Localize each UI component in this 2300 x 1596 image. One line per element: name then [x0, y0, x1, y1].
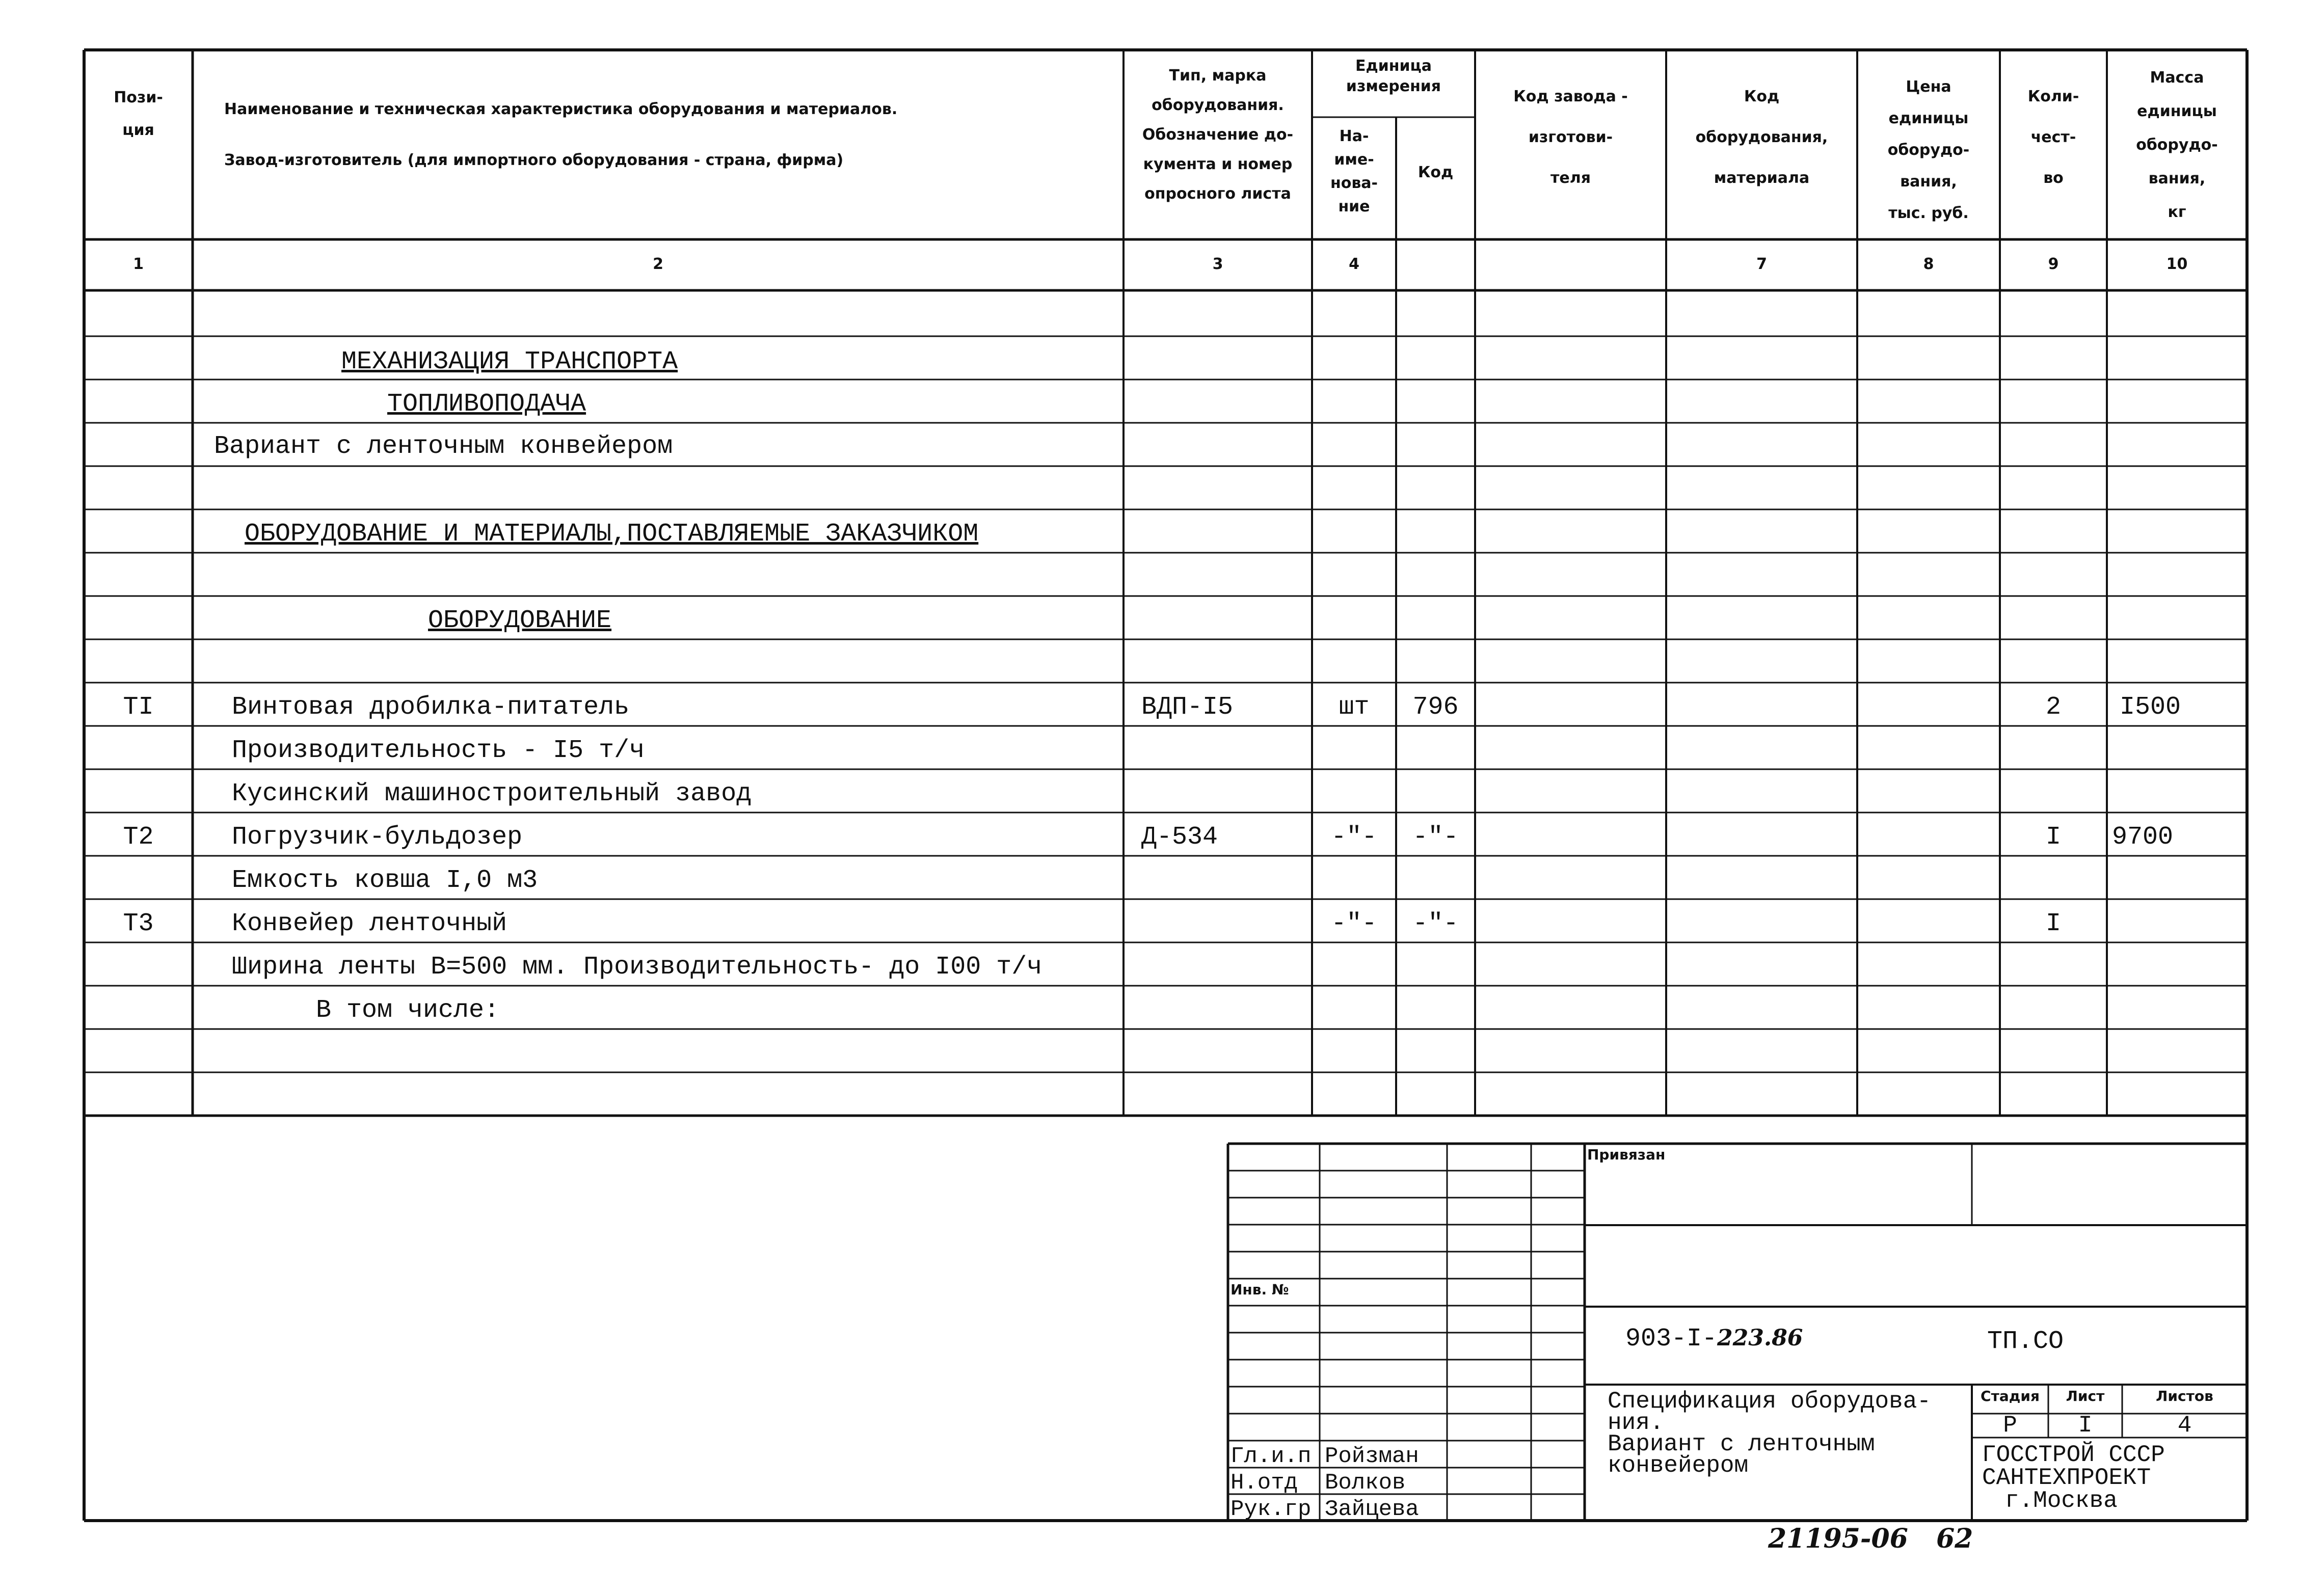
stamp-role: Гл.и.п	[1231, 1444, 1312, 1469]
item-name: Винтовая дробилка-питатель	[232, 693, 630, 722]
header-position: Пози- ция	[114, 89, 163, 139]
col-number: 4	[1349, 255, 1359, 273]
header-type: Тип, марка оборудования. Обозначение до- кумента и номер опросного листа	[1142, 67, 1294, 203]
stamp-inv-label: Инв. №	[1231, 1281, 1289, 1298]
supplied-title: ОБОРУДОВАНИЕ И МАТЕРИАЛЫ,ПОСТАВЛЯЕМЫЕ ЗАКАЗЧИКОМ	[245, 520, 979, 549]
stamp-person: Зайцева	[1325, 1497, 1419, 1522]
header-quantity: Коли- чест- во	[2027, 88, 2079, 187]
item-name: Погрузчик-бульдозер	[232, 823, 523, 852]
item-name: Емкость ковша I,0 м3	[232, 866, 538, 895]
header-unit-name: На- име- нова- ние	[1330, 127, 1378, 215]
stamp-sheet: I	[2078, 1412, 2093, 1439]
stamp-doc-code-handwritten: 223.86	[1717, 1325, 1803, 1351]
stamp-sheets-label: Листов	[2156, 1388, 2213, 1404]
stamp-stage: Р	[2003, 1412, 2017, 1439]
item-unit-code: -"-	[1412, 823, 1459, 852]
col-number: 2	[653, 255, 663, 273]
stamp-org-1: ГОССТРОЙ СССР	[1982, 1442, 2165, 1468]
item-unit-code: 796	[1412, 693, 1459, 722]
item-unit-code: -"-	[1412, 909, 1459, 938]
stamp-org-2: САНТЕХПРОЕКТ	[1982, 1465, 2151, 1491]
item-name: Конвейер ленточный	[232, 909, 507, 938]
stamp-role: Н.отд	[1231, 1470, 1298, 1496]
footer-archive-number: 21195-06	[1768, 1523, 1908, 1554]
col-number: 10	[2166, 255, 2188, 273]
item-unit: шт	[1339, 693, 1370, 722]
stamp-org-3: г.Москва	[2005, 1487, 2118, 1514]
variant-label: Вариант с ленточным конвейером	[214, 432, 673, 461]
stamp-doc-code-printed: 903-I-	[1625, 1324, 1718, 1354]
item-quantity: I	[2045, 909, 2061, 938]
col-number: 3	[1212, 255, 1223, 273]
item-name: Ширина ленты В=500 мм. Производительность- до I00 т/ч	[232, 953, 1042, 982]
item-quantity: I	[2045, 823, 2061, 852]
col-number: 8	[1923, 255, 1934, 273]
header-unit-code: Код	[1418, 164, 1454, 181]
equipment-title: ОБОРУДОВАНИЕ	[428, 606, 612, 635]
item-name: В том числе:	[316, 996, 500, 1025]
col-number: 9	[2048, 255, 2059, 273]
section-title: МЕХАНИЗАЦИЯ ТРАНСПОРТА	[341, 347, 678, 376]
item-quantity: 2	[2045, 693, 2061, 722]
stamp-bound-label: Привязан	[1587, 1146, 1666, 1163]
header-equipment-code: Код оборудования, материала	[1695, 88, 1828, 187]
item-position: TI	[123, 693, 154, 722]
item-type: ВДП-I5	[1141, 693, 1234, 722]
stamp-doc-code	[1625, 1324, 1803, 1354]
stamp-stage-label: Стадия	[1981, 1388, 2040, 1404]
header-mass: Масса единицы оборудо- вания, кг	[2136, 69, 2218, 221]
col-number: 1	[133, 255, 144, 273]
header-unit-group: Единица измерения	[1346, 57, 1441, 95]
item-position: T2	[123, 823, 154, 852]
header-name: Наименование и техническая характеристика оборудования и материалов. Завод-изготовитель (для импортного оборудования - страна, фирма)	[224, 100, 898, 169]
item-unit: -"-	[1331, 909, 1377, 938]
stamp-person: Ройзман	[1325, 1444, 1419, 1469]
item-mass: I500	[2120, 693, 2181, 722]
footer-page-number: 62	[1936, 1523, 1973, 1554]
stamp-doc-mark: ТП.СО	[1987, 1327, 2064, 1356]
header-factory-code: Код завода - изготови- теля	[1513, 88, 1628, 187]
item-position: T3	[123, 909, 154, 938]
item-type: Д-534	[1141, 823, 1218, 852]
header-price: Цена единицы оборудо- вания, тыс. руб.	[1887, 78, 1970, 222]
col-number: 7	[1756, 255, 1767, 273]
stamp-title: Спецификация оборудова- ния. Вариант с ленточным конвейером	[1608, 1388, 1931, 1479]
section-subtitle: ТОПЛИВОПОДАЧА	[387, 390, 586, 419]
stamp-sheet-label: Лист	[2066, 1388, 2105, 1404]
item-unit: -"-	[1331, 823, 1377, 852]
item-mass: 9700	[2112, 823, 2174, 852]
stamp-role: Рук.гр	[1231, 1497, 1312, 1522]
stamp-sheets: 4	[2177, 1412, 2192, 1439]
item-name: Кусинский машиностроительный завод	[232, 779, 752, 808]
item-name: Производительность - I5 т/ч	[232, 736, 645, 765]
stamp-person: Волков	[1325, 1470, 1406, 1496]
